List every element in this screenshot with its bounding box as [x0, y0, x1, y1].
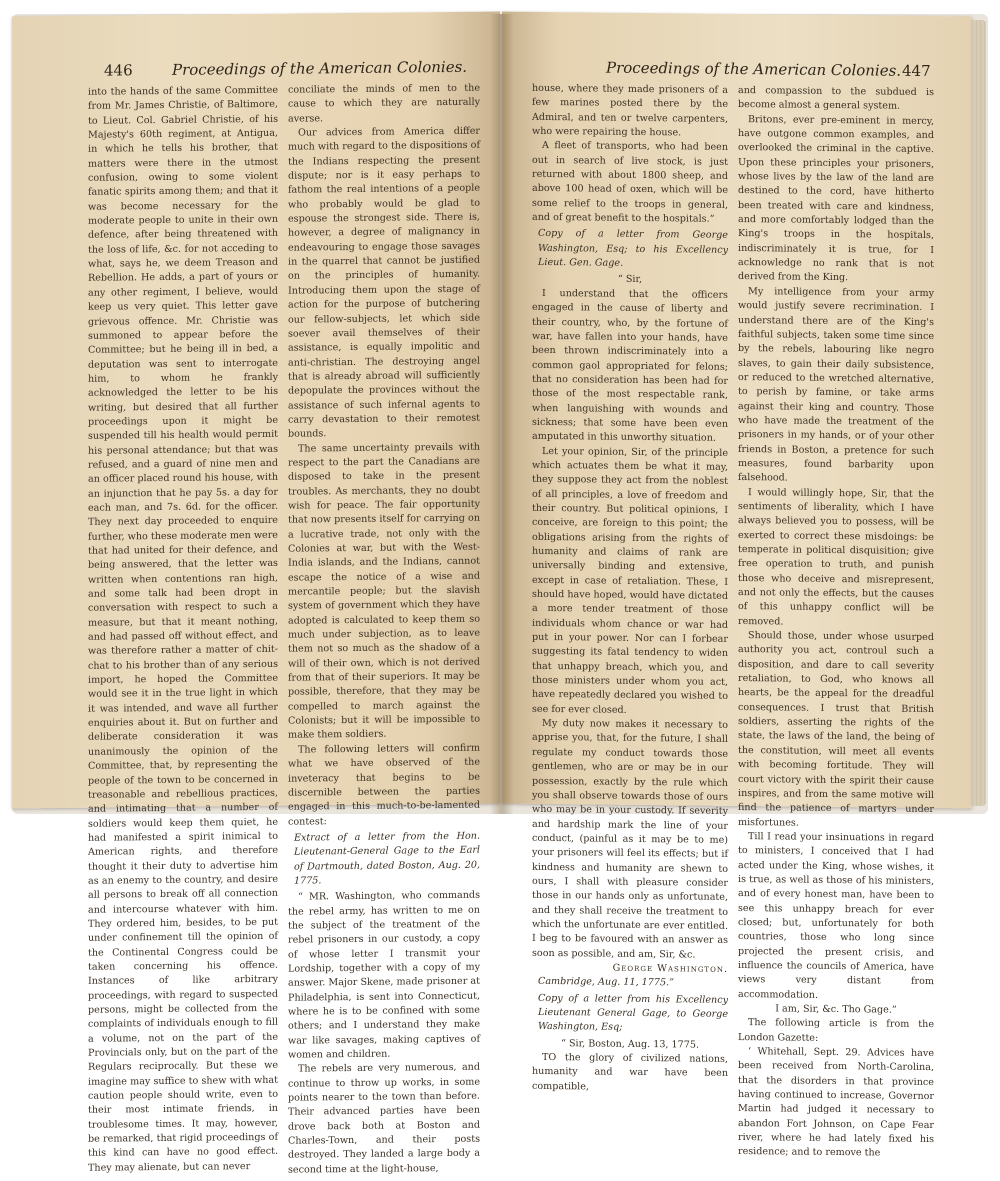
left-column-2: [288, 82, 480, 1178]
paragraph: TO the glory of civilized nations, humanity and war have been compatible,: [532, 1051, 728, 1093]
paragraph: and compassion to the subdued is become almost a general system.: [738, 85, 934, 113]
page-number-right: 447: [902, 61, 931, 81]
closing: I am, Sir, &c. Tho Gage.”: [775, 1003, 897, 1016]
paragraph: “ MR. Washington, who commands the rebel army, has written to me on the subject of the treatment of the rebel prisoners in our custody, a copy of whose letter I transmit your Lordship, together with a copy of my answer. Major Skene, made prisoner at Philadelphia, is sent into Connecticut, where he is to be confined with some others; and I understand they make war like savages, making captives of women and children.: [288, 889, 480, 1061]
paragraph: My intelligence from your army would justify severe recrimination. I understand there are of the King's faithful subjects, taken some time since by the rebels, labouring like negro slaves, to gain their daily subsistence, or reduced to the wretched alternative, to perish by famine, or take arms against their king and country. Those who have made the treatment of the prisoners in my hands, or of your other friends in Boston, a pretence for such measures, found barbarity upon falsehood.: [738, 285, 934, 484]
letter-heading: Copy of a letter from his Excellency Lieutenant General Gage, to George Washington, Esq;: [538, 992, 728, 1034]
paragraph: The following article is from the London Gazette:: [738, 1017, 934, 1044]
open-book: [12, 14, 988, 1176]
left-column-1: [88, 84, 278, 1176]
right-column-2: [738, 84, 934, 1162]
right-page: [502, 12, 972, 1159]
paragraph: My duty now makes it necessary to apprise you, that, for the future, I shall regulate my conduct towards those gentlemen, who are or may be in our possession, exactly by the rule which you shall observe towards those of ours who may be in your custody. If severity and hardship mark the line of your conduct, (painful as it may be to me) your prisoners will feel its effects; but if kindness and humanity are shewn to ours, I shall with pleasure consider those in our hands only as unfortunate, and they shall receive the treatment to which the unfortunate are ever entitled. I beg to be favoured with an answer as soon as possible, and am, Sir, &c.: [532, 718, 728, 961]
dateline: Cambridge, Aug. 11, 1775.”: [538, 976, 675, 989]
paragraph: The rebels are very numerous, and continue to throw up works, in some points nearer to the town than before. Their advanced parties have been drove back both at Boston and Charles-Town, and their posts destroyed. They landed a large body a second time at the light-house,: [288, 1062, 480, 1176]
salutation: “ Sir,: [617, 274, 643, 286]
paragraph: Let your opinion, Sir, of the principle which actuates them be what it may, they suppose they act from the noblest of all principles, a love of freedom and their country. But political opinions, I conceive, are foreign to this point; the obligations arising from the rights of humanity and claims of rank are universally binding and extensive, except in case of retaliation. These, I should have hoped, would have dictated a more tender treatment of those individuals whom chance or war had put in your power. Nor can I forbear suggesting its fatal tendency to widen that unhappy breach, which you, and those ministers under whom you act, have repeatedly declared you wished to see for ever closed.: [532, 445, 728, 716]
paragraph: The following letters will confirm what we have observed of the inveteracy that begins to be discernible between the parties engaged in this much-to-be-lamented contest:: [288, 742, 480, 828]
paragraph: Should those, under whose usurped authority you act, controul such a disposition, and dare to call severity retaliation, to God, who knows all hearts, be the appeal for the dreadful consequences. I trust that British soldiers, asserting the rights of the state, the laws of the land, the being of the constitution, will meet all events with becoming fortitude. They will court victory with the spirit their cause inspires, and from the same motive will find the patience of martyrs under misfortunes.: [738, 630, 934, 829]
left-page: [12, 11, 500, 1176]
salutation: “ Sir, Boston, Aug. 13, 1775.: [560, 1037, 699, 1051]
paragraph: Till I read your insinuations in regard to ministers, I conceived that I had acted under the King, whose wishes, it is true, as well as those of his ministers, and of every honest man, have been to see this unhappy breach for ever closed; but, unfortunately for both countries, those who long since projected the present crisis, and influence the councils of America, have views very distant from accommodation.: [738, 830, 934, 1001]
running-head-left: Proceedings of the American Colonies.: [172, 57, 468, 79]
paragraph: ‘ Whitehall, Sept. 29. Advices have been received from North-Carolina, that the disorders in that province having continued to increase, Governor Martin had judged it necessary to abandon Fort Johnson, on Cape Fear river, where he had lately fixed his residence; and to remove the: [738, 1046, 934, 1159]
right-column-1: [532, 82, 728, 1096]
paragraph: The same uncertainty prevails with respect to the part the Canadians are disposed to take in the present troubles. As merchants, they no doubt wish for peace. The fair opportunity that now presents itself for carrying on a lucrative trade, not only with the Colonies at war, but with the West-India islands, and the Indians, cannot escape the notice of a wise and mercantile people; but the slavish system of government which they have adopted is calculated to keep them so much under subjection, as to leave them not so much as the shadow of a will of their own, which is not derived from that of their superiors. It may be possible, therefore, that they may be compelled to march against the Colonists; but it will be impossible to make them soldiers.: [288, 441, 480, 742]
paragraph: I would willingly hope, Sir, that the sentiments of liberality, which I have always believed you to possess, will be exerted to correct these misdoings: be temperate in political disquisition; give free operation to truth, and punish those who deceive and misrepresent, and not only the effects, but the causes of this unhappy conflict will be removed.: [738, 486, 934, 628]
letter-heading: Copy of a letter from George Washington, Esq; to his Excellency Lieut. Gen. Gage.: [538, 228, 728, 269]
paragraph: house, where they made prisoners of a few marines posted there by the Admiral, and ten or twelve carpenters, who were repairing the house.: [532, 82, 728, 139]
paragraph: conciliate the minds of men to the cause to which they are naturally averse.: [288, 82, 480, 125]
page-edges: [970, 20, 986, 806]
running-head-right: Proceedings of the American Colonies.: [606, 58, 902, 80]
extract-heading: Extract of a letter from the Hon. Lieutenant-General Gage to the Earl of Dartmouth, dated Boston, Aug. 20, 1775.: [294, 830, 480, 887]
paragraph: A fleet of transports, who had been out in search of live stock, is just returned with about 1800 sheep, and above 100 head of oxen, which will be some relief to the troops in general, and of great benefit to the hospitals.”: [532, 140, 728, 225]
signature: George Washington.: [612, 962, 728, 975]
paragraph: into the hands of the same Committee from Mr. James Christie, of Baltimore, to Lieut. Col. Gabriel Christie, of his Majesty's 60th regiment, at Antigua, in which he tells his brother, that matters were there in the utmost confusion, owing to some violent fanatic spirits among them; and that it was become necessary for the moderate people to unite in their own defence, after being threatened with the loss of life, &c. for not acceding to what, says he, we deem Treason and Rebellion. He adds, a part of yours or any other regiment, I believe, would keep us very quiet. This letter gave grievous offence. Mr. Christie was summoned to appear before the Committee; but he being ill in bed, a deputation was sent to interrogate him, to whom he frankly acknowledged the letter to be his writing, but desired that all further proceedings upon it might be suspended till his health would permit his personal attendance; but that was refused, and a guard of nine men and an officer placed round his house, with an injunction that he pay 5s. a day for each man, and 7s. 6d. for the officer. They next day proceeded to enquire further, who these moderate men were that had united for their defence, and being answered, that the letter was written when contentions ran high, and some talk had been dropt in conversation with respect to such a measure, but that it meant nothing, and had passed off without effect, and was therefore rather a matter of chit-chat to his brother than of any serious import, he hoped the Committee would see it in the true light in which it was intended, and wave all further enquiries about it. But on further and deliberate consideration it was unanimously the opinion of the Committee, that, by representing the people of the town to be concerned in treasonable and rebellious practices, and intimating that a number of soldiers would keep them quiet, he had manifested a spirit inimical to American rights, and therefore thought it their duty to advertise him as an enemy to the country, and desire all persons to break off all connection and intercourse whatever with him. They ordered him, besides, to be put under confinement till the opinion of the Continental Congress could be taken concerning his offence. Instances of like arbitrary proceedings, with regard to suspected persons, might be collected from the complaints of individuals enough to fill a volume, not on the part of the Provincials only, but on the part of the Regulars reciprocally. But these we imagine may suffice to shew with what caution people should write, even to their most intimate friends, in troublesome times. It may, however, be remarked, that rigid proceedings of this kind can have no good effect. They may alienate, but can never: [88, 84, 278, 1174]
paragraph: I understand that the officers engaged in the cause of liberty and their country, who, by the fortune of war, have fallen into your hands, have been thrown indiscriminately into a common gaol appropriated for felons; that no consideration has been had for those of the most respectable rank, when languishing with wounds and sickness; that some have been even amputated in this unworthy situation.: [532, 287, 728, 445]
paragraph: Our advices from America differ much with regard to the dispositions of the Indians respecting the present dispute; nor is it easy perhaps to fathom the real intentions of a people who probably would be glad to espouse the strongest side. There is, however, a degree of malignancy in endeavouring to engage those savages in the quarrel that cannot be justified on the principles of humanity. Introducing them upon the stage of action for the purpose of butchering our fellow-subjects, let which side soever avail themselves of their assistance, is equally impolitic and anti-christian. The destroying angel that is already abroad will sufficiently depopulate the provinces without the assistance of such infernal agents to carry devastation to their remotest bounds.: [288, 125, 480, 440]
page-number-left: 446: [104, 61, 133, 80]
paragraph: Britons, ever pre-eminent in mercy, have outgone common examples, and overlooked the criminal in the captive. Upon these principles your prisoners, whose lives by the law of the land are destined to the cord, have hitherto been treated with care and kindness, and more comfortably lodged than the King's troops in the hospitals, indiscriminately it is true, for I acknowledge no rank that is not derived from the King.: [738, 113, 934, 284]
